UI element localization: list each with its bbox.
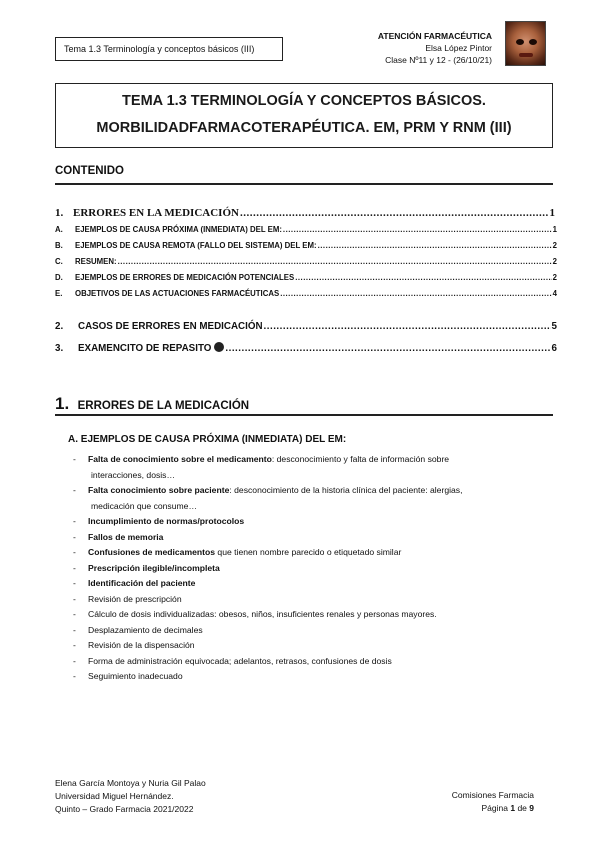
- toc-page: 1: [549, 207, 555, 219]
- toc-entry-1d[interactable]: [55, 273, 557, 282]
- section-title: ERRORES DE LA MEDICACIÓN: [77, 400, 250, 412]
- toc-label: EJEMPLOS DE CAUSA REMOTA (FALLO DEL SISTEMA) DEL EM:: [75, 241, 317, 250]
- toc-number: A.: [55, 225, 63, 234]
- toc-leader: [118, 257, 552, 266]
- list-item: - Desplazamiento de decimales: [73, 624, 203, 635]
- toc-page: 2: [552, 241, 557, 250]
- title-line-2: MORBILIDADFARMACOTERAPÉUTICA. EM, PRM Y RNM (III): [96, 120, 512, 136]
- course-title: ATENCIÓN FARMACÉUTICA: [377, 31, 492, 41]
- header-topic-text: Tema 1.3 Terminología y conceptos básicos (III): [64, 44, 255, 54]
- section-rule: [55, 414, 553, 416]
- toc-entry-1c[interactable]: [55, 257, 557, 266]
- toc-label: EJEMPLOS DE CAUSA PRÓXIMA (INMEDIATA) DEL EM:: [75, 225, 282, 234]
- toc-page: 4: [552, 289, 557, 298]
- toc-number: E.: [55, 289, 63, 298]
- list-item: - Falta conocimiento sobre paciente: desconocimiento de la historia clínica del paciente: alergias, medicación que consume…: [73, 485, 463, 511]
- footer-line: Universidad Miguel Hernández.: [55, 791, 174, 801]
- toc-leader: [280, 289, 551, 298]
- toc-leader: [264, 321, 551, 332]
- toc-page: 1: [552, 225, 557, 234]
- list-item: - Incumplimiento de normas/protocolos: [73, 516, 245, 526]
- title-line-1: TEMA 1.3 TERMINOLOGÍA Y CONCEPTOS BÁSICOS.: [122, 93, 486, 109]
- toc-leader: [240, 207, 549, 219]
- toc-entry-1e[interactable]: [55, 289, 557, 298]
- footer-line: Elena García Montoya y Nuria Gil Palao: [55, 778, 206, 788]
- toc-leader: [295, 273, 551, 282]
- toc-leader: [225, 343, 550, 354]
- toc-entry-1b[interactable]: [55, 241, 557, 250]
- toc-number: B.: [55, 241, 63, 250]
- toc-page: 6: [551, 343, 557, 354]
- toc-label: EXAMENCITO DE REPASITO: [78, 343, 212, 354]
- toc-label: EJEMPLOS DE ERRORES DE MEDICACIÓN POTENCIALES: [75, 273, 295, 282]
- toc-page: 2: [552, 257, 557, 266]
- footer-page-info: [452, 789, 534, 815]
- list-item: - Prescripción ilegible/incompleta: [73, 562, 220, 573]
- header-topic-box: [55, 37, 283, 61]
- author-photo: [505, 21, 546, 66]
- causes-list: [73, 452, 543, 685]
- toc-label: OBJETIVOS DE LAS ACTUACIONES FARMACÉUTICAS: [75, 289, 280, 298]
- list-item: - Revisión de la dispensación: [73, 640, 195, 650]
- toc-entry-3[interactable]: [55, 341, 557, 354]
- contents-rule: [55, 183, 553, 185]
- list-item: - Fallos de memoria: [73, 531, 164, 542]
- toc-label: CASOS DE ERRORES EN MEDICACIÓN: [78, 321, 263, 332]
- toc-page: 5: [551, 321, 557, 332]
- toc-number: 1.: [55, 207, 64, 219]
- toc-label: RESUMEN:: [75, 257, 117, 266]
- toc-leader: [283, 225, 552, 234]
- footer-commission: Comisiones Farmacia: [451, 790, 534, 800]
- footer-authors: [55, 777, 206, 816]
- toc-number: C.: [55, 257, 63, 266]
- list-item: - Forma de administración equivocada; adelantos, retrasos, confusiones de dosis: [73, 655, 392, 666]
- list-item: - Identificación del paciente: [73, 578, 196, 588]
- list-item: - Cálculo de dosis individualizadas: obesos, niños, insuficientes renales y personas mayores.: [73, 609, 437, 619]
- course-class: Clase Nº11 y 12 - (26/10/21): [385, 55, 492, 65]
- list-item: - Seguimiento inadecuado: [73, 671, 183, 681]
- toc-leader: [318, 241, 552, 250]
- document-title-box: [55, 83, 553, 148]
- toc-label: ERRORES EN LA MEDICACIÓN: [73, 207, 239, 219]
- toc-number: 3.: [55, 343, 64, 354]
- toc-entry-1a[interactable]: [55, 225, 557, 234]
- footer-line: Quinto – Grado Farmacia 2021/2022: [55, 804, 194, 814]
- toc-number: 2.: [55, 321, 64, 332]
- list-item: - Falta de conocimiento sobre el medicamento: desconocimiento y falta de información sobre interacciones, dosis…: [73, 454, 450, 480]
- toc-entry-1[interactable]: [55, 207, 555, 219]
- subsection-heading: A. EJEMPLOS DE CAUSA PRÓXIMA (INMEDIATA) DEL EM:: [68, 434, 347, 445]
- list-item: - Confusiones de medicamentos que tienen nombre parecido o etiquetado similar: [73, 547, 402, 557]
- course-author: Elsa López Pintor: [425, 43, 492, 53]
- toc-page: 2: [552, 273, 557, 282]
- page-number: Página 1 de 9: [481, 803, 534, 813]
- list-item: - Revisión de prescripción: [73, 593, 182, 604]
- section-number: 1.: [55, 394, 70, 413]
- header-course-info: [378, 30, 492, 66]
- section-1-heading: [55, 394, 249, 414]
- smiley-icon: [214, 342, 224, 352]
- toc-entry-2[interactable]: [55, 321, 557, 332]
- toc-number: D.: [55, 273, 63, 282]
- contents-heading: CONTENIDO: [55, 165, 124, 177]
